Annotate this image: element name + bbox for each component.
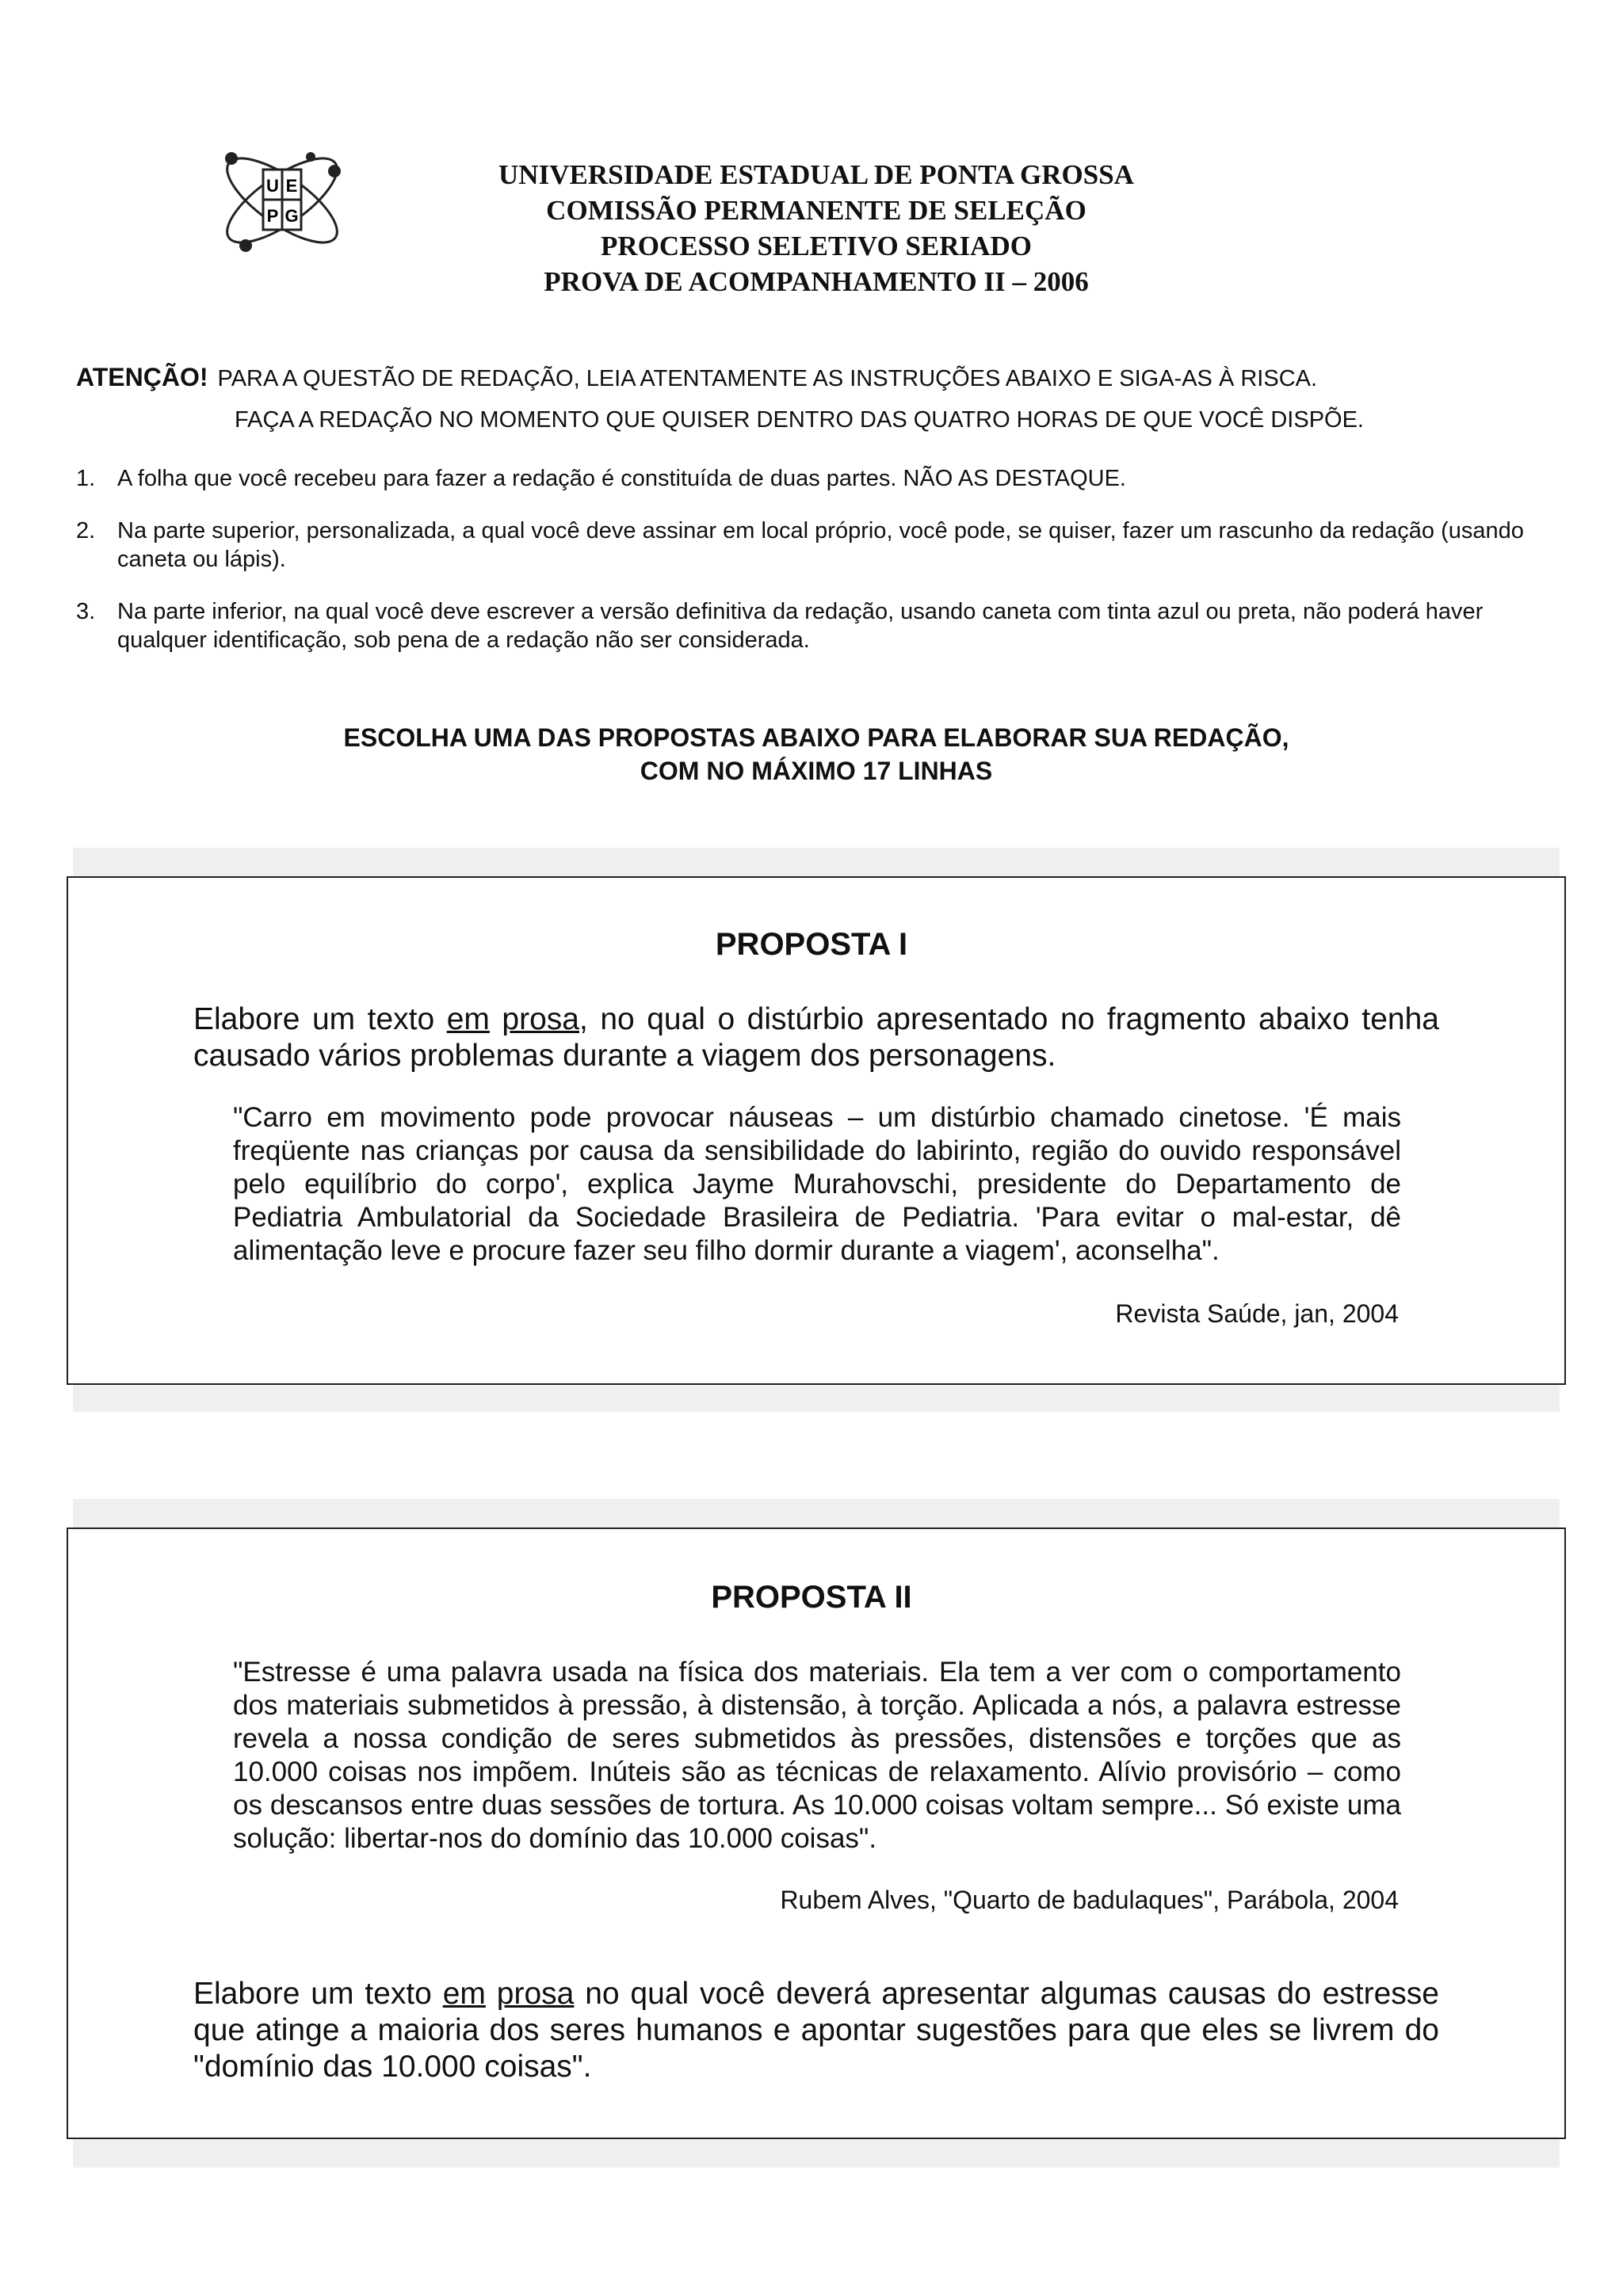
instruction-text: , no qual o distúrbio apresentado no fragmento abaixo tenha causado vários problemas durante a viagem dos personagens. <box>193 1002 1439 1073</box>
header-exam-title: PROVA DE ACOMPANHAMENTO II – 2006 <box>544 266 1089 297</box>
attention-line-2: FAÇA A REDAÇÃO NO MOMENTO QUE QUISER DENTRO DAS QUATRO HORAS DE QUE VOCÊ DISPÕE. <box>235 407 1364 433</box>
list-item <box>76 464 1558 493</box>
underlined-word: prosa <box>502 1002 579 1036</box>
proposal-1-title: PROPOSTA I <box>715 927 908 962</box>
list-item-number: 2. <box>76 518 96 543</box>
instruction-text: no qual você deverá apresentar algumas causas do estresse que atinge a maioria dos seres humanos e apontar sugestões para que eles se livrem do "domínio das 10.000 coisas". <box>193 1977 1439 2084</box>
header-commission: COMISSÃO PERMANENTE DE SELEÇÃO <box>546 195 1086 226</box>
list-item-text: A folha que você recebeu para fazer a redação é constituída de duas partes. NÃO AS DESTAQUE. <box>117 466 1126 491</box>
attention-label: ATENÇÃO! <box>76 363 208 391</box>
underlined-word: em <box>446 1002 490 1036</box>
header-process: PROCESSO SELETIVO SERIADO <box>601 231 1032 261</box>
logo-letter: U <box>266 176 279 196</box>
exam-header <box>380 157 1252 299</box>
choose-line-2: COM NO MÁXIMO 17 LINHAS <box>640 757 993 785</box>
logo-letter: P <box>266 206 279 226</box>
instructions-list <box>76 464 1558 678</box>
proposal-1-quote: "Carro em movimento pode provocar náuseas – um distúrbio chamado cinetose. 'É mais freqüente nas crianças por causa da sensibilidade do labirinto, região do ouvido responsável pelo equilíbrio do corpo', explica Jayme Murahovschi, presidente do Departamento de Pediatria Ambulatorial da Sociedade Brasileira de Pediatria. 'Para evitar o mal-estar, dê alimentação leve e procure fazer seu filho dormir durante a viagem', aconselha". <box>233 1102 1401 1266</box>
attention-line-1 <box>76 363 1317 392</box>
logo-letter: E <box>285 176 298 196</box>
instruction-text: Elabore um texto <box>193 1002 447 1036</box>
underlined-word: em <box>442 1977 486 2011</box>
proposal-1-instruction <box>193 1001 1439 1074</box>
list-item-number: 1. <box>76 466 96 491</box>
list-item-number: 3. <box>76 599 96 624</box>
attention-text-1: PARA A QUESTÃO DE REDAÇÃO, LEIA ATENTAMENTE AS INSTRUÇÕES ABAIXO E SIGA-AS À RISCA. <box>217 366 1318 391</box>
instruction-space <box>490 1002 502 1036</box>
underlined-word: prosa <box>496 1977 575 2011</box>
proposal-2-quote: "Estresse é uma palavra usada na física dos materiais. Ela tem a ver com o comportamento dos materiais submetidos à pressão, à distensão, à torção. Aplicada a nós, a palavra estresse revela a nossa condição de seres submetidos às pressões, distensões e torções que as 10.000 coisas nos impõem. Inúteis são as técnicas de relaxamento. Alívio provisório – como os descansos entre duas sessões de tortura. As 10.000 coisas voltam sempre... Só existe uma solução: libertar-nos do domínio das 10.000 coisas". <box>233 1657 1401 1854</box>
uepg-logo <box>212 141 352 260</box>
proposal-2-source: Rubem Alves, "Quarto de badulaques", Parábola, 2004 <box>780 1886 1399 1914</box>
proposal-1-source: Revista Saúde, jan, 2004 <box>1115 1299 1399 1328</box>
list-item-text: Na parte superior, personalizada, a qual você deve assinar em local próprio, você pode, se quiser, fazer um rascunho da redação (usando caneta ou lápis). <box>117 518 1524 572</box>
list-item <box>76 517 1558 574</box>
proposal-2-instruction <box>193 1976 1439 2085</box>
header-university: UNIVERSIDADE ESTADUAL DE PONTA GROSSA <box>498 159 1134 190</box>
instruction-space <box>486 1977 497 2011</box>
instruction-text: Elabore um texto <box>193 1977 443 2011</box>
list-item-text: Na parte inferior, na qual você deve escrever a versão definitiva da redação, usando caneta com tinta azul ou preta, não poderá haver qualquer identificação, sob pena de a redação não ser considerada. <box>117 599 1484 653</box>
choose-line-1: ESCOLHA UMA DAS PROPOSTAS ABAIXO PARA ELABORAR SUA REDAÇÃO, <box>343 723 1289 752</box>
proposal-2-title: PROPOSTA II <box>711 1580 912 1615</box>
choose-heading <box>158 721 1474 788</box>
list-item <box>76 597 1558 654</box>
logo-letter: G <box>285 206 299 226</box>
